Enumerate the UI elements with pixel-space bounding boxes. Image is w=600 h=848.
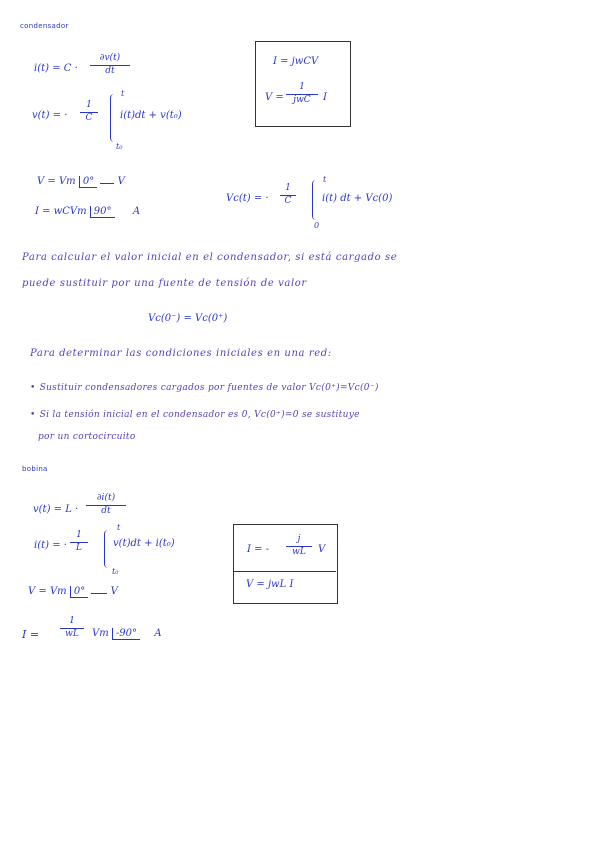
coil-phasor-v: V = Vm 0° V <box>28 586 118 597</box>
integral-lower-limit: t₀ <box>112 567 119 576</box>
integral-upper-limit: t <box>121 89 125 98</box>
bullet-item-2-line1: • Si la tensión inicial en el condensador es 0, Vc(0⁺)=0 se sustituye <box>30 410 360 420</box>
capacitor-current-lhs: i(t) = C · <box>34 63 78 74</box>
coil-phasor-i-lhs: I = <box>22 628 40 641</box>
coil-box-voltage: V = jwL I <box>246 579 294 590</box>
capacitor-phasor-i: I = wCVm 90° A <box>35 206 141 217</box>
angle-marker: 90° <box>90 206 115 218</box>
angle-marker: 0° <box>79 176 97 188</box>
paragraph-initial-value-line2: puede sustituir por una fuente de tensión de valor <box>22 278 307 289</box>
coil-phasor-i-rhs: Vm -90° A <box>92 628 162 639</box>
coil-current-lhs: i(t) = · <box>34 540 67 551</box>
angle-marker: 0° <box>70 586 88 598</box>
coil-admittance-fraction: j wL <box>286 535 312 558</box>
bullet-item-1: • Sustituir condensadores cargados por fuentes de valor Vc(0⁺)=Vc(0⁻) <box>30 383 379 393</box>
coil-box-current-rhs: V <box>318 544 326 555</box>
box-divider <box>233 571 336 572</box>
capacitor-vc-rhs: i(t) dt + Vc(0) <box>322 193 393 204</box>
integral-upper-limit: t <box>117 523 121 532</box>
integral-sign <box>312 180 321 220</box>
capacitor-box-current: I = jwCV <box>273 56 319 67</box>
coil-current-rhs: v(t)dt + i(t₀) <box>113 538 175 549</box>
coil-box-current-lhs: I = - <box>247 544 270 555</box>
integral-upper-limit: t <box>323 175 327 184</box>
paragraph-initial-value-line1: Para calcular el valor inicial en el condensador, si está cargado se <box>22 252 398 263</box>
coil-derivative-fraction: ∂i(t) dt <box>86 494 126 517</box>
capacitor-phasor-v: V = Vm 0° V <box>37 176 125 187</box>
integral-sign <box>110 94 119 142</box>
section-heading-capacitor: condensador <box>20 22 69 30</box>
paragraph-initial-conditions: Para determinar las condiciones iniciales en una red: <box>30 348 332 359</box>
capacitor-vc-fraction: 1 C <box>280 184 296 207</box>
capacitor-derivative-fraction: ∂v(t) dt <box>90 54 130 77</box>
angle-marker: -90° <box>112 628 140 640</box>
capacitor-inverse-c-fraction: 1 C <box>80 101 98 124</box>
coil-phasor-i-fraction: 1 wL <box>60 617 84 640</box>
coil-inverse-l-fraction: 1 L <box>70 531 88 554</box>
bullet-item-2-line2: por un cortocircuito <box>38 432 136 442</box>
section-heading-coil: bobina <box>22 465 48 473</box>
capacitor-box-voltage-lhs: V = <box>265 92 284 103</box>
capacitor-voltage-rhs: i(t)dt + v(t₀) <box>120 110 182 121</box>
coil-voltage-lhs: v(t) = L · <box>33 504 79 515</box>
capacitor-voltage-lhs: v(t) = · <box>32 110 68 121</box>
capacitor-impedance-fraction: 1 jwC <box>286 83 318 106</box>
integral-lower-limit: t₀ <box>116 142 123 151</box>
integral-sign <box>104 530 113 568</box>
initial-condition-formula: Vc(0⁻) = Vc(0⁺) <box>148 313 228 324</box>
capacitor-vc-lhs: Vc(t) = · <box>226 193 269 204</box>
integral-lower-limit: 0 <box>314 221 320 230</box>
capacitor-box-voltage-rhs: I <box>323 92 327 103</box>
